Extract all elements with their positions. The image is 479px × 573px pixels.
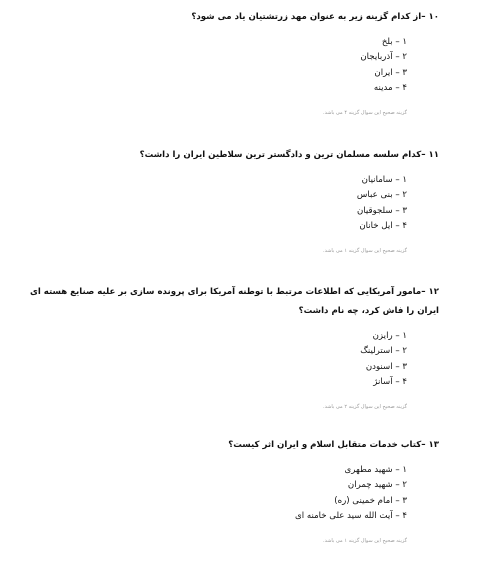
option-2: ۲ – استرلینگ: [360, 346, 407, 357]
question-text: ۱۳ –کتاب خدمات متقابل اسلام و ایران اثر کیست؟: [228, 440, 439, 450]
options-list: [29, 35, 407, 96]
answer-note: گزینه صحیح این سوال گزینه ۲ می باشد.: [322, 404, 407, 411]
question-text: ۱۲ –مامور آمریکایی که اطلاعات مرتبط با توطنه آمریکا برای پرونده سازی بر علیه صنایع هسته ای ایران را فاش کرد، چه نام داشت؟: [29, 287, 439, 316]
option-4: ۴ – آیت الله سید علی خامنه ای: [294, 510, 407, 521]
question-11: [29, 146, 439, 255]
options-list: [29, 173, 407, 234]
option-1: ۱ – شهید مطهری: [344, 465, 407, 475]
option-1: ۱ – رایزن: [372, 331, 407, 341]
answer-note: گزینه صحیح این سوال گزینه ۱ می باشد.: [322, 538, 407, 545]
option-4: ۴ – ایل خانان: [359, 220, 407, 231]
question-12: [29, 283, 439, 411]
option-1: ۱ – سامانیان: [361, 175, 407, 185]
option-1: ۱ – بلخ: [381, 37, 407, 47]
options-list: [29, 329, 407, 390]
options-list: [29, 463, 407, 524]
option-3: ۳ – ایران: [374, 67, 407, 78]
option-2: ۲ – بنی عباس: [356, 190, 407, 201]
answer-note: گزینه صحیح این سوال گزینه ۴ می باشد.: [322, 110, 407, 117]
option-3: ۳ – امام خمینی (ره): [334, 495, 407, 506]
question-text: ۱۱ –کدام سلسه مسلمان ترین و دادگستر ترین سلاطین ایران را داشت؟: [139, 150, 439, 160]
question-13: [29, 436, 439, 545]
option-3: ۳ – اسنودن: [365, 361, 407, 372]
option-2: ۲ – آذربایجان: [360, 52, 407, 63]
option-4: ۴ – آسانژ: [373, 376, 407, 387]
option-4: ۴ – مدینه: [373, 82, 407, 93]
option-2: ۲ – شهید چمران: [347, 480, 407, 491]
question-10: [29, 8, 439, 117]
answer-note: گزینه صحیح این سوال گزینه ۱ می باشد.: [322, 248, 407, 255]
question-text: ۱۰ –از کدام گزینه زیر به عنوان مهد زرتشتیان یاد می شود؟: [191, 12, 439, 22]
option-3: ۳ – سلجوقیان: [356, 205, 407, 216]
